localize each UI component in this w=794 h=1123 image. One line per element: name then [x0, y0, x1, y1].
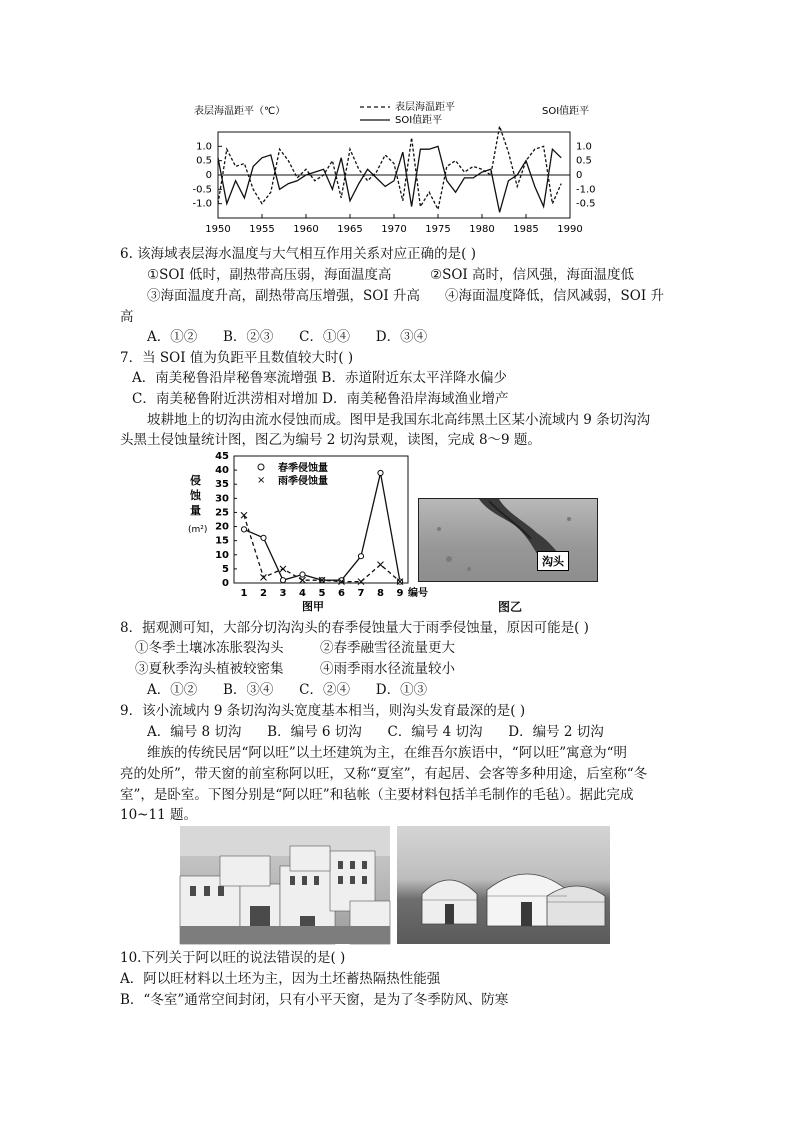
y-tick-label: 30 [215, 493, 229, 505]
legend-sst: 表层海温距平 [395, 102, 455, 113]
ayiwang-buildings [180, 826, 390, 944]
chart2-x-ticks [241, 588, 404, 599]
q6-option-3: ③海面温度升高，副热带高压增强，SOI 升高 [147, 288, 420, 304]
y-tick-label: 35 [215, 479, 229, 491]
x-tick-label: 8 [377, 588, 384, 599]
x-tick-label: 1965 [337, 224, 363, 235]
chart2-legend [257, 461, 328, 487]
q8-stem: 8．据观测可知，大部分切沟沟头的春季侵蚀量大于雨季侵蚀量，原因可能是( ) [120, 620, 589, 636]
legend-spring: 春季侵蚀量 [278, 463, 328, 474]
gully-head-label: 沟头 [537, 551, 569, 571]
chart1-right-ticks [576, 141, 596, 209]
x-tick-label: 1960 [293, 224, 319, 235]
legend-rain: 雨季侵蚀量 [278, 476, 328, 487]
passage-gully-line2: 头黑土侵蚀量统计图，图乙为编号 2 切沟景观，读图，完成 8～9 题。 [120, 432, 541, 448]
spring-point [358, 554, 363, 559]
erosion-chart [186, 450, 428, 615]
x-tick-label: 1955 [249, 224, 275, 235]
ayiwang-photo [180, 826, 390, 944]
x-tick-label: 6 [338, 588, 345, 599]
rain-point [358, 579, 364, 585]
photo-caption-yi: 图乙 [498, 600, 523, 614]
rain-point [280, 566, 286, 572]
x-tick-label: 1950 [205, 224, 231, 235]
y-tick-label: 45 [215, 451, 229, 462]
y-tick-label: 10 [215, 549, 229, 561]
left-tick-label: 0 [205, 170, 212, 181]
x-tick-label: 1985 [513, 224, 539, 235]
spring-erosion-line [244, 473, 400, 582]
spring-point [378, 470, 383, 475]
q7-stem: 7．当 SOI 值为负距平且数值较大时( ) [120, 350, 354, 366]
y-tick-label: 15 [215, 535, 229, 547]
right-tick-label: 1.0 [576, 141, 592, 153]
passage-ayiwang-line4: 10~11 题。 [120, 807, 197, 823]
rain-point [300, 577, 306, 583]
right-tick-label: 0 [576, 170, 583, 181]
y-tick-label: 20 [215, 521, 229, 533]
q10-option-a: A．阿以旺材料以土坯为主，因为土坯蓄热隔热性能强 [120, 971, 441, 987]
q10-option-b: B．“冬室”通常空间封闭，只有小平天窗，是为了冬季防风、防寒 [120, 992, 509, 1008]
y-axis-title: 侵 [190, 474, 201, 487]
right-tick-label: 0.5 [576, 155, 592, 167]
y-tick-label: 5 [222, 563, 229, 575]
sst-soi-chart [180, 96, 610, 236]
sst-anomaly-line [218, 126, 561, 209]
gully-shape [419, 499, 597, 581]
spring-point [241, 527, 246, 532]
q8-option-2: ②春季融雪径流量更大 [320, 640, 455, 656]
soi-anomaly-line [218, 146, 561, 212]
yurt-photo [397, 826, 610, 944]
passage-ayiwang-line2: 亮的处所”，带天窗的前室称阿以旺，又称“夏室”，有起居、会客等多种用途，后室称“冬 [120, 766, 648, 782]
x-tick-label: 9 [396, 588, 404, 599]
svg-text:量: 量 [190, 504, 201, 517]
chart2-caption: 图甲 [302, 600, 324, 613]
q6-stem: 6. 该海域表层海水温度与大气相互作用关系对应正确的是( ) [120, 246, 476, 262]
q6-option-2: ②SOI 高时，信风强，海面温度低 [430, 267, 635, 283]
svg-text:蚀: 蚀 [190, 489, 201, 502]
q6-option-4: ④海面温度降低，信风减弱，SOI 升 [445, 288, 664, 304]
x-tick-label: 7 [357, 588, 365, 599]
q6-option-1: ①SOI 低时，副热带高压弱，海面温度高 [147, 267, 392, 283]
q8-option-4: ④雨季雨水径流量较小 [320, 661, 455, 677]
y-tick-label: 25 [215, 507, 229, 519]
x-tick-label: 1975 [425, 224, 451, 235]
spring-point [280, 578, 285, 583]
x-tick-label: 1990 [557, 224, 583, 235]
left-tick-label: -0.5 [192, 184, 212, 196]
left-tick-label: 0.5 [196, 155, 212, 167]
q7-options-cd: C．南美秘鲁附近洪涝相对增加 D．南美秘鲁沿岸海域渔业增产 [132, 391, 509, 407]
y-tick-label: 0 [222, 578, 229, 589]
x-tick-label: 5 [318, 588, 326, 599]
rain-point [378, 562, 384, 568]
q7-options-ab: A．南美秘鲁沿岸秘鲁寒流增强 B．赤道附近东太平洋降水偏少 [132, 370, 507, 386]
rain-erosion-line [244, 515, 400, 581]
spring-point [300, 572, 305, 577]
chart1-legend [360, 100, 455, 126]
legend-soi: SOI值距平 [395, 115, 443, 126]
y-tick-label: 40 [215, 465, 229, 477]
passage-ayiwang-line3: 室”，是卧室。下图分别是“阿以旺”和毡帐（主要材料包括羊毛制作的毛毡）。据此完成 [120, 787, 634, 803]
x-axis-title: 编号 [408, 588, 428, 599]
q6-option-4-cont: 高 [120, 309, 134, 325]
x-tick-label: 1980 [469, 224, 495, 235]
x-tick-label: 4 [299, 588, 306, 599]
left-tick-label: 1.0 [196, 141, 212, 153]
left-axis-title: 表层海温距平（℃） [194, 106, 286, 117]
q8-option-1: ①冬季土壤冰冻胀裂沟头 [135, 640, 284, 656]
q8-option-3: ③夏秋季沟头植被较密集 [135, 661, 284, 677]
svg-text:(m²): (m²) [188, 525, 208, 535]
chart1-series [218, 126, 570, 212]
yurt-shapes [397, 826, 610, 944]
q9-choices: A．编号 8 切沟 B．编号 6 切沟 C．编号 4 切沟 D．编号 2 切沟 [147, 724, 604, 740]
spring-point [261, 535, 266, 540]
q10-stem: 10.下列关于阿以旺的说法错误的是( ) [120, 950, 346, 966]
left-tick-label: -1.0 [192, 198, 212, 210]
svg-text:×: × [257, 475, 266, 486]
gully-photo [418, 498, 598, 582]
passage-gully-line1: 坡耕地上的切沟由流水侵蚀而成。图甲是我国东北高纬黑土区某小流域内 9 条切沟沟 [147, 412, 651, 428]
q9-stem: 9．该小流域内 9 条切沟沟头宽度基本相当，则沟头发育最深的是( ) [120, 703, 526, 719]
x-tick-label: 2 [260, 588, 267, 599]
passage-ayiwang-line1: 维族的传统民居“阿以旺”以土坯建筑为主，在维吾尔族语中，“阿以旺”寓意为“明 [147, 745, 628, 761]
x-tick-label: 1 [240, 588, 248, 599]
right-tick-label: -1.0 [576, 184, 596, 196]
x-tick-label: 3 [279, 588, 287, 599]
right-tick-label: -0.5 [576, 198, 596, 210]
q6-choices: A．①② B．②③ C．①④ D．③④ [147, 329, 428, 345]
x-tick-label: 1970 [381, 224, 407, 235]
chart1-x-ticks [205, 214, 582, 235]
right-axis-title: SOI值距平 [542, 106, 590, 117]
chart2-series [241, 470, 403, 584]
q8-choices: A．①② B．③④ C．②④ D．①③ [147, 682, 428, 698]
